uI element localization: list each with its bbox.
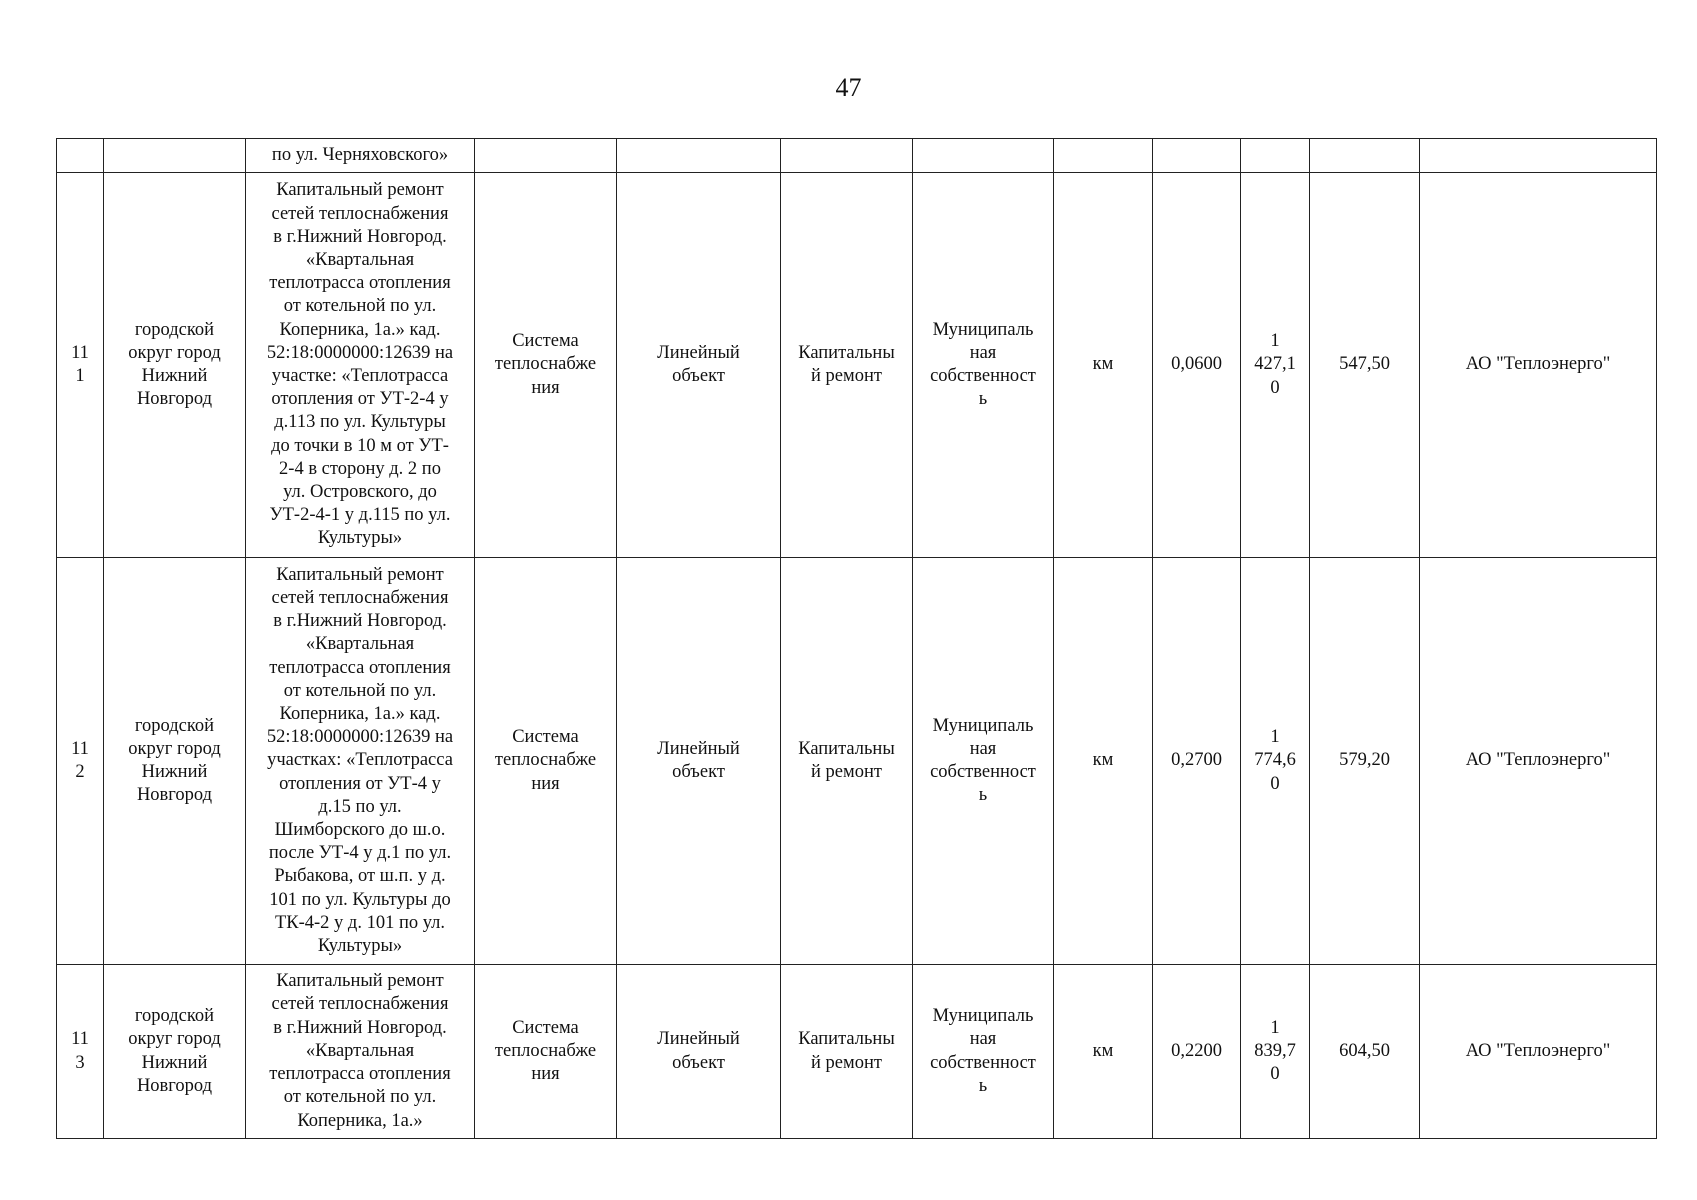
unit-cell	[1054, 139, 1153, 173]
page-number: 47	[835, 73, 862, 102]
municipality-cell: городской округ город Нижний Новгород	[104, 173, 246, 558]
unit-cell: км	[1054, 173, 1153, 558]
value-a-cell: 1 774,6 0	[1241, 558, 1310, 965]
unit-cell: км	[1054, 965, 1153, 1139]
table-row-continuation	[57, 139, 1657, 173]
value-a-cell: 1 839,7 0	[1241, 965, 1310, 1139]
municipality-cell	[104, 139, 246, 173]
length-cell	[1153, 139, 1241, 173]
organization-cell: АО "Теплоэнерго"	[1420, 173, 1657, 558]
work-type-cell	[781, 139, 913, 173]
description-cell: по ул. Черняховского»	[246, 139, 475, 173]
work-type-cell: Капитальны й ремонт	[781, 965, 913, 1139]
municipality-cell: городской округ город Нижний Новгород	[104, 965, 246, 1139]
object-type-cell: Линейный объект	[617, 558, 781, 965]
ownership-cell: Муниципаль ная собственност ь	[913, 558, 1054, 965]
length-cell: 0,0600	[1153, 173, 1241, 558]
value-b-cell: 604,50	[1310, 965, 1420, 1139]
description-cell: Капитальный ремонт сетей теплоснабжения в г.Нижний Новгород. «Квартальная теплотрасса отопления от котельной по ул. Коперника, 1а.» кад. 52:18:0000000:12639 на участке: «Теплотрасса отопления от УТ-2-4 у д.113 по ул. Культуры до точки в 10 м от УТ- 2-4 в сторону д. 2 по ул. Островского, до УТ-2-4-1 у д.115 по ул. Культуры»	[246, 173, 475, 558]
capital-repair-table	[56, 138, 1657, 1139]
length-cell: 0,2200	[1153, 965, 1241, 1139]
ownership-cell	[913, 139, 1054, 173]
system-cell: Система теплоснабже ния	[475, 965, 617, 1139]
organization-cell: АО "Теплоэнерго"	[1420, 558, 1657, 965]
num-cell: 11 2	[57, 558, 104, 965]
object-type-cell	[617, 139, 781, 173]
num-cell: 11 3	[57, 965, 104, 1139]
value-a-cell: 1 427,1 0	[1241, 173, 1310, 558]
value-a-cell	[1241, 139, 1310, 173]
table-row	[57, 965, 1657, 1139]
object-type-cell: Линейный объект	[617, 173, 781, 558]
object-type-cell: Линейный объект	[617, 965, 781, 1139]
num-cell: 11 1	[57, 173, 104, 558]
system-cell	[475, 139, 617, 173]
municipality-cell: городской округ город Нижний Новгород	[104, 558, 246, 965]
ownership-cell: Муниципаль ная собственност ь	[913, 173, 1054, 558]
unit-cell: км	[1054, 558, 1153, 965]
organization-cell	[1420, 139, 1657, 173]
ownership-cell: Муниципаль ная собственност ь	[913, 965, 1054, 1139]
table-row	[57, 558, 1657, 965]
system-cell: Система теплоснабже ния	[475, 558, 617, 965]
value-b-cell: 547,50	[1310, 173, 1420, 558]
num-cell	[57, 139, 104, 173]
description-cell: Капитальный ремонт сетей теплоснабжения в г.Нижний Новгород. «Квартальная теплотрасса отопления от котельной по ул. Коперника, 1а.»	[246, 965, 475, 1139]
value-b-cell: 579,20	[1310, 558, 1420, 965]
work-type-cell: Капитальны й ремонт	[781, 173, 913, 558]
table-row	[57, 173, 1657, 558]
value-b-cell	[1310, 139, 1420, 173]
description-cell: Капитальный ремонт сетей теплоснабжения в г.Нижний Новгород. «Квартальная теплотрасса отопления от котельной по ул. Коперника, 1а.» кад. 52:18:0000000:12639 на участках: «Теплотрасса отопления от УТ-4 у д.15 по ул. Шимборского до ш.о. после УТ-4 у д.1 по ул. Рыбакова, от ш.п. у д. 101 по ул. Культуры до ТК-4-2 у д. 101 по ул. Культуры»	[246, 558, 475, 965]
system-cell: Система теплоснабже ния	[475, 173, 617, 558]
length-cell: 0,2700	[1153, 558, 1241, 965]
work-type-cell: Капитальны й ремонт	[781, 558, 913, 965]
organization-cell: АО "Теплоэнерго"	[1420, 965, 1657, 1139]
